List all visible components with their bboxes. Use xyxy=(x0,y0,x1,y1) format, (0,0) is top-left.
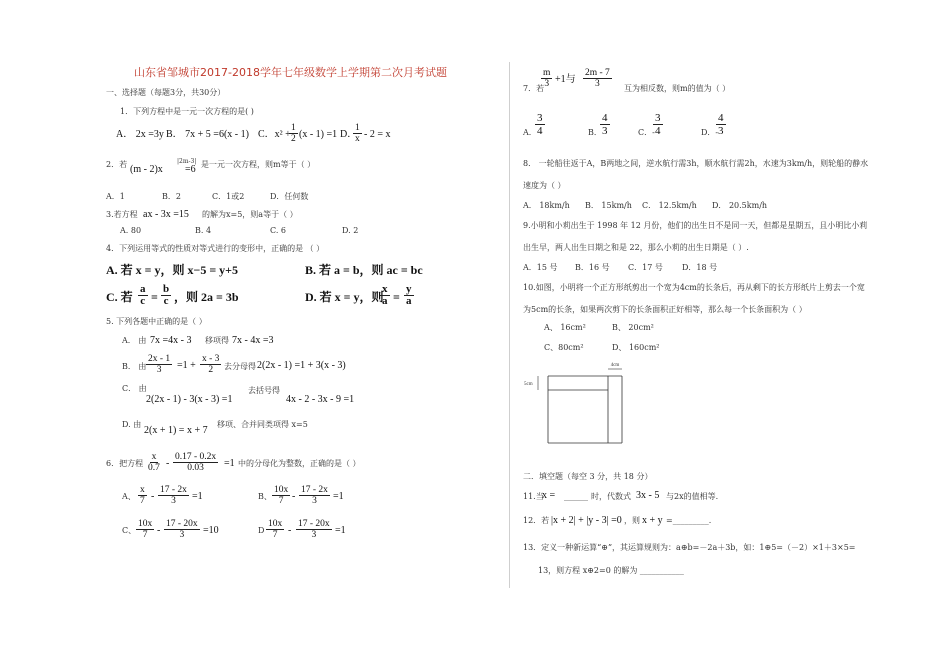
q6-rhs: =1 xyxy=(224,458,235,469)
q9-option-a[interactable]: A．15 号 xyxy=(523,263,558,272)
q6-d-rhs: =1 xyxy=(335,525,346,536)
q7-c-num: 3 xyxy=(655,112,661,124)
q5-b-frac-2 xyxy=(200,354,221,375)
q4-d-den2: a xyxy=(406,295,412,307)
q7-a-frac xyxy=(535,112,545,137)
q3-option-d[interactable]: D. 2 xyxy=(342,226,359,235)
q6-c-den2: 3 xyxy=(179,530,185,540)
q6-a-rhs: =1 xyxy=(192,491,203,502)
q6-num2: 0.17 - 0.2x xyxy=(175,452,217,462)
q7-option-b[interactable]: B． xyxy=(588,128,602,137)
q8-option-d[interactable]: D． 20.5km/h xyxy=(712,201,768,210)
q5-b-result: 2(2x - 1) =1 + 3(x - 3) xyxy=(257,360,346,371)
q7-option-d[interactable]: D．- xyxy=(701,128,719,137)
q6-d-num2: 17 - 20x xyxy=(298,519,330,529)
q5-b-den2: 2 xyxy=(208,365,214,375)
q6-b-frac-1 xyxy=(272,485,290,506)
q7-frac-1 xyxy=(541,68,552,89)
q7-b-num: 4 xyxy=(602,112,608,124)
q1-stem: 1．下列方程中是一元一次方程的是( ) xyxy=(120,107,254,116)
q7-d-num: 4 xyxy=(718,112,724,124)
q10-option-d[interactable]: D、 160cm² xyxy=(612,343,660,352)
fig-label-top: 4cm xyxy=(610,363,620,368)
q5-b-den1: 3 xyxy=(156,365,162,375)
q7-den1: 3 xyxy=(544,79,550,89)
q6-den2: 0.03 xyxy=(187,463,204,473)
q6-d-den2: 3 xyxy=(311,530,317,540)
q5-b-mid2: 去分母得 xyxy=(224,362,256,371)
q6-lead: 6．把方程 xyxy=(106,459,144,468)
q5-b-frac-1 xyxy=(146,354,172,375)
q6-tail: 中的分母化为整数，正确的是（ ） xyxy=(238,459,361,468)
q6-b-den1: 7 xyxy=(278,496,284,506)
q10-line-1: 10.如图，小明将一个正方形纸剪出一个宽为4cm的长条后，再从剩下的长方形纸片上剪去一个宽 xyxy=(523,283,865,292)
q5-option-c[interactable]: C． 由 xyxy=(122,384,147,393)
q6-c-frac-2 xyxy=(164,519,200,540)
q6-c-minus: - xyxy=(157,525,161,536)
q4-option-d[interactable]: D. 若 x = y，则 xyxy=(305,290,384,304)
q7-frac-2 xyxy=(583,68,612,89)
q5-b-num2: x - 3 xyxy=(202,354,220,364)
q7-den2: 3 xyxy=(595,79,600,89)
q6-option-b[interactable]: B、 xyxy=(258,492,272,501)
q2-tail: 是一元一次方程，则m等于（ ） xyxy=(201,160,316,169)
q6-c-num2: 17 - 20x xyxy=(166,519,198,529)
q6-a-frac-2 xyxy=(158,485,189,506)
q10-line-2: 为5cm的长条，如果两次剪下的长条面积正好相等，那么每一个长条面积为（ ） xyxy=(523,305,807,314)
section-2-heading: 二．填空题（每空 3 分，共 18 分） xyxy=(523,472,653,481)
q9-option-d[interactable]: D．18 号 xyxy=(682,263,718,272)
q11-mid: 时，代数式 xyxy=(591,492,631,501)
q10-option-a[interactable]: A、 16cm² xyxy=(544,323,586,332)
q4-option-c[interactable]: C. 若 xyxy=(106,290,133,304)
q6-b-minus: - xyxy=(292,491,296,502)
q1-d-den: x xyxy=(355,134,360,144)
q1-option-b[interactable]: B． 7x + 5 =6(x - 1) xyxy=(166,129,249,140)
q7-lead: 7．若 xyxy=(523,84,545,93)
q1-c-prefix: C．x² + xyxy=(258,129,291,140)
q11-lead: 11.当 xyxy=(523,492,544,501)
q1-d-num: 1 xyxy=(355,123,360,133)
q7-a-num: 3 xyxy=(537,112,543,124)
q4-c-den2: c xyxy=(163,295,169,307)
q5-a-mid: 移项得 xyxy=(205,336,229,345)
q9-line-2: 出生早，两人出生日期之和是 22，那么小莉的出生日期是（ ）. xyxy=(523,243,749,252)
q7-num1: m xyxy=(543,68,551,78)
q11-variable: x = xyxy=(542,490,556,501)
q12-mid: ，则 xyxy=(624,516,640,525)
q5-c-result: 4x - 2 - 3x - 9 =1 xyxy=(286,394,355,405)
q5-a-result: 7x - 4x =3 xyxy=(232,335,274,346)
fig-label-left: 5cm xyxy=(524,382,533,387)
q5-option-d[interactable]: D. 由 xyxy=(122,420,142,429)
q3-lead: 3.若方程 xyxy=(106,210,138,219)
q3-expression: ax - 3x =15 xyxy=(143,209,189,220)
q4-d-frac-1 xyxy=(380,284,390,307)
q6-d-num1: 10x xyxy=(268,519,283,529)
q10-square-figure xyxy=(512,360,632,452)
q9-option-b[interactable]: B．16 号 xyxy=(575,263,610,272)
q6-d-den1: 7 xyxy=(272,530,278,540)
q2-option-a[interactable]: A．1 xyxy=(106,192,125,201)
q11-tail: 与2x的值相等. xyxy=(666,492,719,501)
q6-a-num2: 17 - 2x xyxy=(160,485,187,495)
q6-option-c[interactable]: C、 xyxy=(122,526,137,535)
q9-option-c[interactable]: C．17 号 xyxy=(628,263,663,272)
q7-c-den: 4 xyxy=(655,125,661,137)
q6-c-frac-1 xyxy=(136,519,154,540)
q6-d-frac-1 xyxy=(266,519,284,540)
q6-b-num1: 10x xyxy=(274,485,289,495)
q6-b-num2: 17 - 2x xyxy=(301,485,328,495)
q4-c-equals: = xyxy=(151,290,158,304)
q12-tail[interactable]: =_________. xyxy=(666,516,712,525)
q6-frac-2 xyxy=(173,452,218,473)
column-divider xyxy=(509,62,510,588)
q4-d-den1: a xyxy=(382,295,388,307)
page-title: 山东省邹城市2017-2018学年七年级数学上学期第二次月考试题 xyxy=(134,66,447,79)
q8-line-1: 8． 一轮船往返于A，B两地之间，逆水航行需3h，顺水航行需2h，水速为3km/h，则轮船的静水 xyxy=(523,159,869,168)
q6-c-rhs: =10 xyxy=(203,525,219,536)
q7-num2: 2m - 7 xyxy=(585,68,610,78)
q7-c-frac xyxy=(653,112,663,137)
q6-den1: 0.7 xyxy=(148,463,160,473)
q3-tail: 的解为x=5，则a等于（ ） xyxy=(202,210,298,219)
q4-c-frac-1 xyxy=(138,284,148,307)
q10-option-b[interactable]: B、 20cm² xyxy=(612,323,654,332)
q6-option-d[interactable]: D xyxy=(258,526,265,535)
q3-option-a[interactable]: A. 80 xyxy=(120,226,142,235)
q5-a-expr: 7x =4x - 3 xyxy=(150,335,192,346)
q4-option-b[interactable]: B. 若 a = b，则 ac = bc xyxy=(305,263,423,277)
q2-option-c[interactable]: C．1或2 xyxy=(212,192,245,201)
q6-num1: x xyxy=(151,452,157,462)
q12-expression: |x + 2| + |y - 3| =0 xyxy=(551,515,622,526)
q4-option-a[interactable]: A. 若 x = y，则 x−5 = y+5 xyxy=(106,263,239,277)
q1-option-d[interactable]: D． xyxy=(340,129,358,140)
q7-b-frac xyxy=(600,112,610,137)
q1-d-fraction xyxy=(353,123,362,144)
q6-b-den2: 3 xyxy=(312,496,317,506)
q4-c-num1: a xyxy=(140,283,146,295)
q6-a-frac-1 xyxy=(138,485,147,506)
q1-d-suffix: - 2 = x xyxy=(364,129,391,140)
q2-lead: 2．若 xyxy=(106,160,128,169)
q7-d-frac xyxy=(716,112,726,137)
q5-d-tail: 移项、合并同类项得 x=5 xyxy=(217,420,308,429)
q5-c-expr: 2(2x - 1) - 3(x - 3) =1 xyxy=(146,394,233,405)
q4-c-result: ，则 2a = 3b xyxy=(174,290,239,304)
q5-option-a[interactable]: A． 由 xyxy=(122,336,147,345)
q13-line-1: 13．定义一种新运算“⊕”，其运算规则为：a⊕b=－2a＋3b，如：1⊕5=（－2）×1＋3×5= xyxy=(523,543,856,552)
q2-exponent: |2m-3| xyxy=(177,158,197,165)
q6-frac-1 xyxy=(146,452,162,473)
q6-a-minus: - xyxy=(151,491,155,502)
q4-c-frac-2 xyxy=(161,284,171,307)
q6-d-minus: - xyxy=(288,525,292,536)
q9-line-1: 9.小明和小莉出生于 1998 年 12 月份，他们的出生日不是同一天，但都是星期五，且小明比小莉 xyxy=(523,221,868,230)
q2-expression: (m - 2)x xyxy=(130,164,163,175)
q2-option-b[interactable]: B．2 xyxy=(162,192,181,201)
q1-option-c[interactable] xyxy=(258,129,291,141)
q8-option-c[interactable]: C． 12.5km/h xyxy=(642,201,697,210)
q4-d-num2: y xyxy=(406,283,412,295)
q6-c-num1: 10x xyxy=(138,519,153,529)
q7-option-c[interactable]: C．- xyxy=(638,128,655,137)
q5-option-b[interactable]: B． 由 xyxy=(122,362,147,371)
q4-d-frac-2 xyxy=(404,284,414,307)
section-1-heading: 一、选择题（每题3分，共30分） xyxy=(106,88,226,97)
q4-c-den1: c xyxy=(140,295,146,307)
q6-c-den1: 7 xyxy=(142,530,148,540)
q1-c-num: 1 xyxy=(291,123,296,133)
q1-c-suffix: (x - 1) =1 xyxy=(299,129,338,140)
q6-option-a[interactable]: A、 xyxy=(122,492,136,501)
q7-tail: 互为相反数，则m的值为（ ） xyxy=(624,84,731,93)
q3-option-c[interactable]: C. 6 xyxy=(270,226,287,235)
q10-option-c[interactable]: C、80cm² xyxy=(544,343,584,352)
q5-d-expr: 2(x + 1) = x + 7 xyxy=(144,425,208,436)
q2-option-d[interactable]: D．任何数 xyxy=(270,192,309,201)
q3-option-b[interactable]: B. 4 xyxy=(195,226,212,235)
q4-d-num1: x xyxy=(382,283,388,295)
q1-c-fraction xyxy=(289,123,298,144)
q5-b-num1: 2x - 1 xyxy=(148,354,171,364)
q4-c-num2: b xyxy=(163,283,170,295)
q1-option-a[interactable]: A． 2x =3y xyxy=(116,129,164,140)
q7-plus: +1与 xyxy=(555,74,576,85)
q2-rhs: =6 xyxy=(185,164,196,175)
q6-b-frac-2 xyxy=(299,485,330,506)
q6-minus: - xyxy=(166,458,170,469)
q6-a-den1: 7 xyxy=(140,496,145,506)
q8-option-b[interactable]: B． 15km/h xyxy=(585,201,632,210)
q5-b-mid1: =1 + xyxy=(177,360,196,371)
q5-c-mid: 去括号得 xyxy=(248,386,280,395)
q4-d-equals: = xyxy=(393,290,400,304)
q12-lead: 12．若 xyxy=(523,516,550,525)
q7-d-den: 3 xyxy=(718,125,724,137)
q7-a-den: 4 xyxy=(537,125,543,137)
q5-stem: 5. 下列各题中正确的是（ ） xyxy=(106,317,207,326)
q13-line-2[interactable]: 13，则方程 x⊕2=0 的解为 ___________ xyxy=(538,566,684,575)
q6-a-num1: x xyxy=(140,485,145,495)
q11-blank[interactable]: ______ xyxy=(564,492,588,501)
q8-option-a[interactable]: A． 18km/h xyxy=(523,201,570,210)
q6-a-den2: 3 xyxy=(171,496,176,506)
q7-option-a[interactable]: A． xyxy=(523,128,537,137)
q6-b-rhs: =1 xyxy=(333,491,344,502)
q12-expression-2: x + y xyxy=(642,515,663,526)
q4-stem: 4．下列运用等式的性质对等式进行的变形中，正确的是 （ ） xyxy=(106,244,325,253)
q11-expression: 3x - 5 xyxy=(636,490,660,501)
q8-line-2: 速度为（ ） xyxy=(523,181,566,190)
q1-c-den: 2 xyxy=(291,134,296,144)
q6-d-frac-2 xyxy=(296,519,332,540)
q7-b-den: 3 xyxy=(602,125,608,137)
